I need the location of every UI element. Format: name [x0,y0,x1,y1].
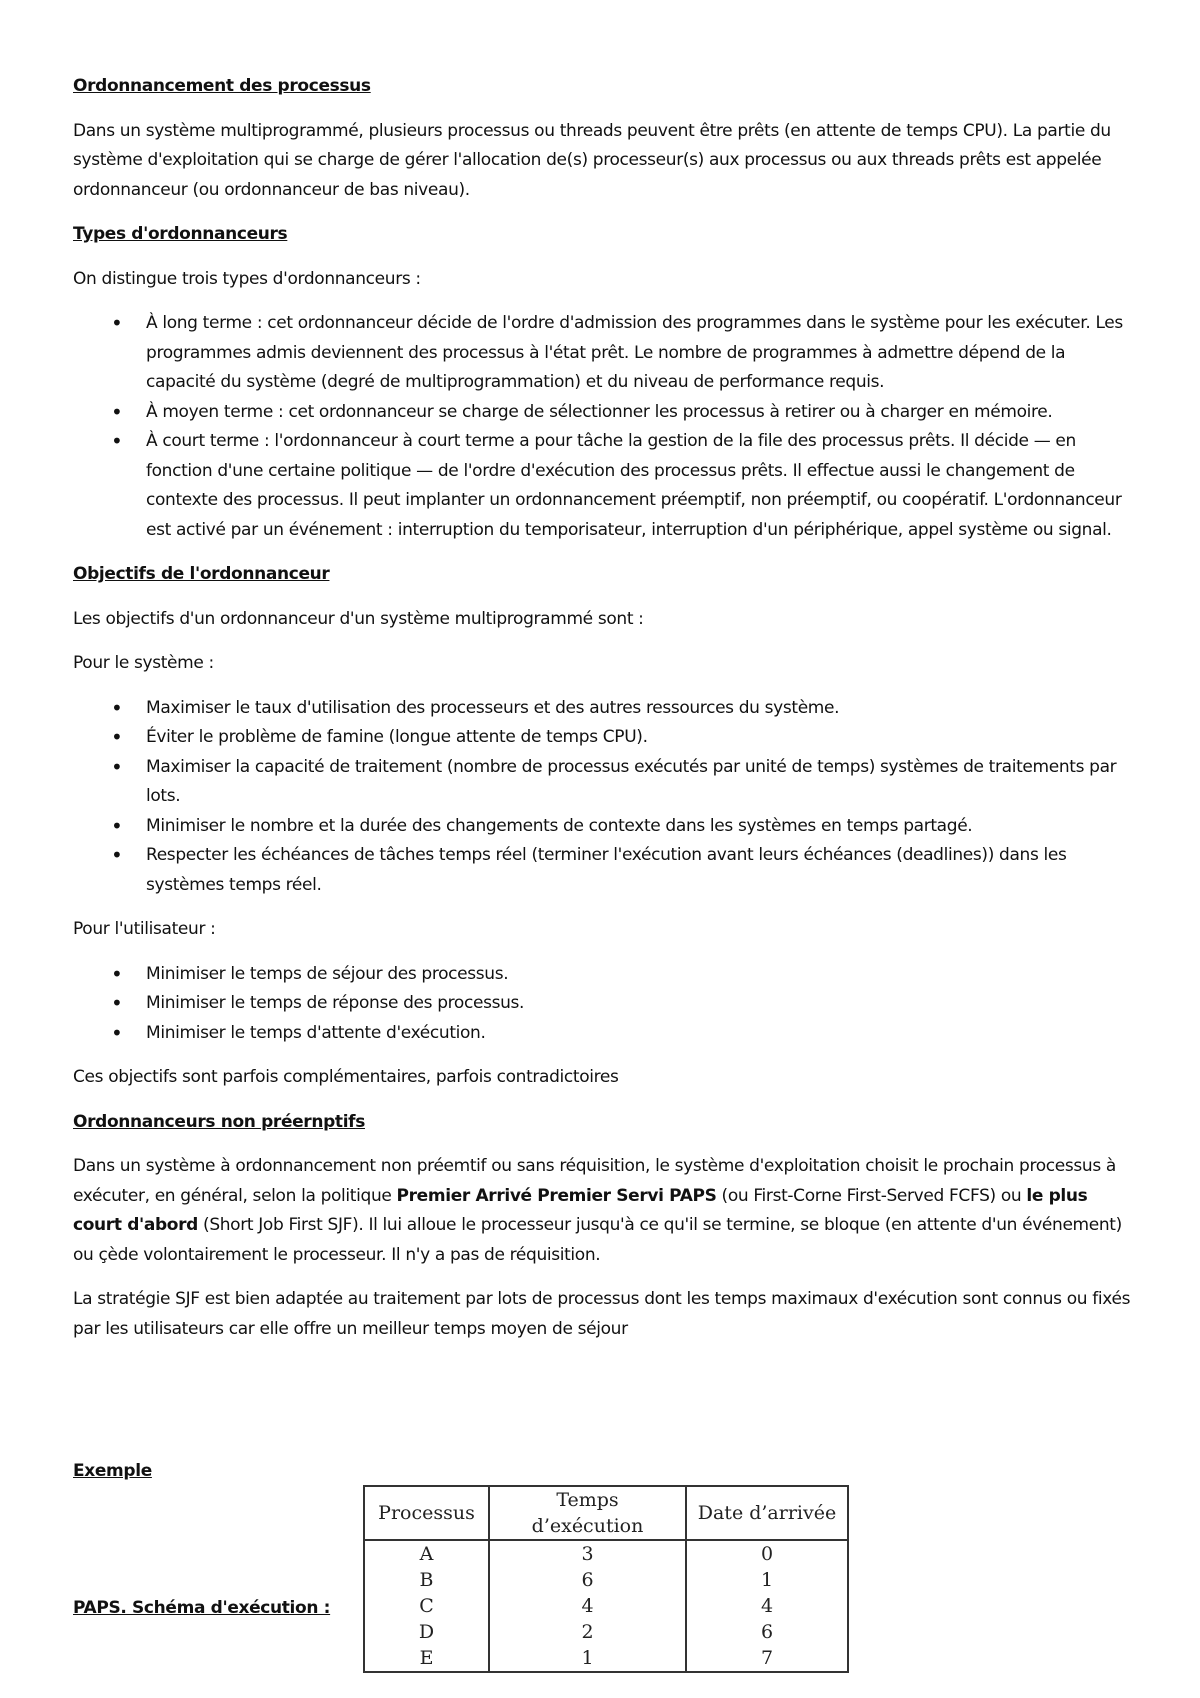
list-item: • Minimiser le temps de séjour des processus. [73,960,1133,990]
system-label: Pour le système : [73,653,214,673]
table-cell: 7 [686,1645,848,1672]
nonpreemptive-paragraph [73,1152,1133,1270]
table-cell: E [364,1645,489,1672]
table-cell: 4 [686,1593,848,1619]
column-header: Date d’arrivée [686,1486,848,1540]
objectives-heading: Objectifs de l'ordonnanceur [73,564,330,584]
text-run: (Short Job First SJF). Il lui alloue le processeur jusqu'à ce qu'il se termine, se bloque (en attente d'un événement) ou çède volontairement le processeur. Il n'y a pas de réquisition. [73,1215,1122,1265]
text-run: (ou First-Corne First-Served FCFS) ou [716,1185,1027,1206]
table-cell: 1 [686,1567,848,1593]
table-row [364,1619,848,1645]
table-cell: 4 [489,1593,686,1619]
table-cell: 2 [489,1619,686,1645]
table-row [364,1567,848,1593]
paps-heading: PAPS. Schéma d'exécution : [73,1598,331,1618]
nonpreemptive-heading: Ordonnanceurs non préernptifs [73,1111,365,1132]
objectives-note: Ces objectifs sont parfois complémentaires, parfois contradictoires [73,1067,619,1087]
intro-paragraph: Dans un système multiprogrammé, plusieurs processus ou threads peuvent être prêts (en attente de temps CPU). La partie du système d'exploitation qui se charge de gérer l'allocation de(s) processeur(s) aux processus ou aux threads prêts est appelée ordonnanceur (ou ordonnanceur de bas niveau). [73,120,1111,200]
table-cell: C [364,1593,489,1619]
types-intro: On distingue trois types d'ordonnanceurs : [73,268,421,289]
list-item: • Maximiser la capacité de traitement (nombre de processus exécutés par unité de temps) systèmes de traitements par lots. [73,753,1133,812]
example-heading: Exemple [73,1461,152,1481]
table-cell: 6 [489,1567,686,1593]
table-cell: 6 [686,1619,848,1645]
text-run-bold: le plus court d'abord [73,1185,1088,1235]
table-header-row [364,1486,848,1540]
table-cell: A [364,1540,489,1567]
list-item: • Minimiser le temps de réponse des processus. [73,989,1133,1019]
list-item: • Éviter le problème de famine (longue attente de temps CPU). [73,723,1133,753]
column-header: Temps d’exécution [489,1486,686,1540]
table-row [364,1645,848,1672]
list-item: • Respecter les échéances de tâches temps réel (terminer l'exécution avant leurs échéances (deadlines)) dans les systèmes temps réel. [73,841,1133,900]
list-item: • Minimiser le temps d'attente d'exécution. [73,1019,1133,1049]
table-row [364,1540,848,1567]
list-item: • Minimiser le nombre et la durée des changements de contexte dans les systèmes en temps partagé. [73,812,1133,842]
example-section [73,1461,1133,1671]
list-item: • Maximiser le taux d'utilisation des processeurs et des autres ressources du système. [73,694,1133,724]
table-cell: 0 [686,1540,848,1567]
user-objectives-list [73,960,1133,1049]
table-cell: B [364,1567,489,1593]
table-cell: 1 [489,1645,686,1672]
table-cell: 3 [489,1540,686,1567]
list-item: • À moyen terme : cet ordonnanceur se charge de sélectionner les processus à retirer ou à charger en mémoire. [73,398,1133,428]
list-item: • À long terme : cet ordonnanceur décide de l'ordre d'admission des programmes dans le système pour les exécuter. Les programmes admis deviennent des processus à l'état prêt. Le nombre de programmes à admettre dépend de la capacité du système (degré de multiprogrammation) et du niveau de performance requis. [73,309,1133,398]
user-label: Pour l'utilisateur : [73,919,216,939]
system-objectives-list [73,694,1133,901]
process-table [363,1485,849,1673]
sjf-paragraph: La stratégie SJF est bien adaptée au traitement par lots de processus dont les temps maximaux d'exécution sont connus ou fixés par les utilisateurs car elle offre un meilleur temps moyen de séjour [73,1289,1131,1339]
document-body [73,72,1133,1359]
table-row [364,1593,848,1619]
page-title: Ordonnancement des processus [73,76,371,96]
objectives-intro: Les objectifs d'un ordonnanceur d'un système multiprogrammé sont : [73,608,644,629]
text-run-bold: Premier Arrivé Premier Servi PAPS [396,1185,717,1206]
text-run: Dans un système à ordonnancement non préemtif ou sans réquisition, le système d'exploitation choisit le prochain processus à exécuter, en général, selon la politique [73,1156,1116,1206]
table-cell: D [364,1619,489,1645]
types-list [73,309,1133,545]
types-heading: Types d'ordonnanceurs [73,224,288,244]
list-item: • À court terme : l'ordonnanceur à court terme a pour tâche la gestion de la file des processus prêts. Il décide — en fonction d'une certaine politique — de l'ordre d'exécution des processus prêts. Il effectue aussi le changement de contexte des processus. Il peut implanter un ordonnancement préemptif, non préemptif, ou coopératif. L'ordonnanceur est activé par un événement : interruption du temporisateur, interruption d'un périphérique, appel système ou signal. [73,427,1133,545]
column-header: Processus [364,1486,489,1540]
